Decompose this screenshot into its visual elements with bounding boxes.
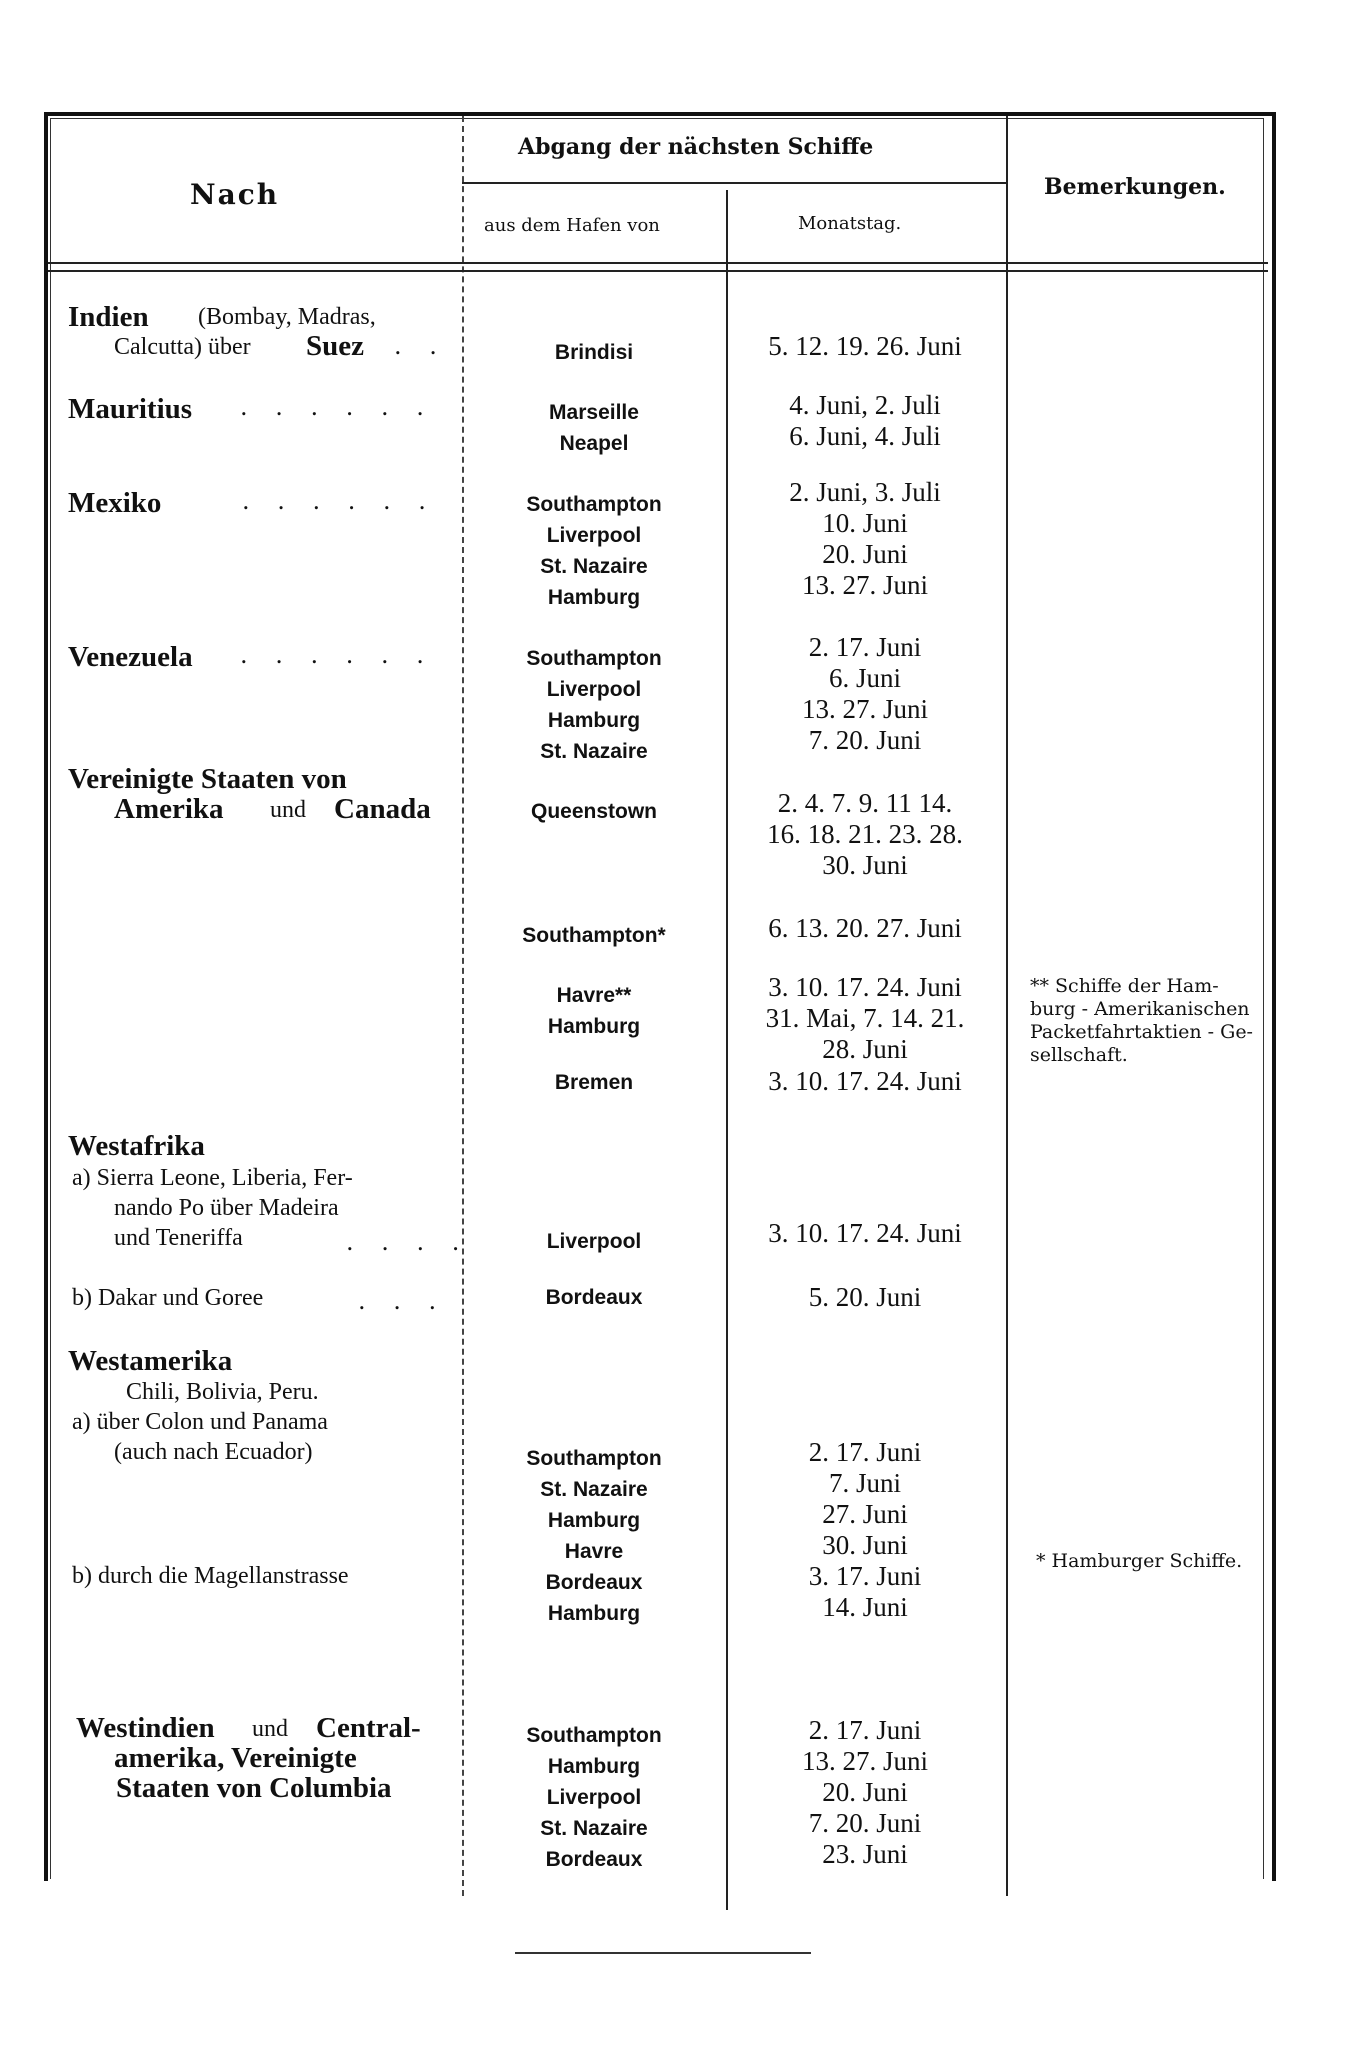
date-westafrika-a: 3. 10. 17. 24. Juni	[768, 1218, 962, 1248]
date-westafrika-b: 5. 20. Juni	[808, 1282, 922, 1312]
port-group-usa-bremen	[464, 1067, 724, 1098]
dest-westafrika-a2: nando Po über Madeira	[114, 1195, 339, 1221]
date-westindien-0: 2. 17. Juni	[808, 1715, 922, 1745]
port-st-nazaire: St. Nazaire	[540, 740, 648, 763]
port-liverpool: Liverpool	[546, 524, 642, 547]
date-westamerika-2: 27. Juni	[822, 1499, 908, 1529]
column-divider-2	[726, 190, 728, 1910]
date-usa-q-0: 2. 4. 7. 9. 11 14.	[777, 788, 953, 818]
port-southampton: Southampton	[526, 1447, 662, 1470]
date-group-westindien	[730, 1715, 1000, 1870]
date-westindien-2: 20. Juni	[822, 1777, 908, 1807]
dest-westindien-line2: amerika, Vereinigte	[114, 1742, 357, 1774]
dest-westindien-central: Central-	[316, 1712, 421, 1744]
port-group-indien	[464, 337, 724, 368]
remark-usa-0: ** Schiffe der Ham-	[1030, 975, 1219, 997]
port-bordeaux: Bordeaux	[545, 1286, 643, 1309]
port-liverpool: Liverpool	[546, 678, 642, 701]
port-liverpool: Liverpool	[546, 1230, 642, 1253]
date-usa-q-2: 30. Juni	[822, 850, 908, 880]
date-usa-q-1: 16. 18. 21. 23. 28.	[767, 819, 963, 849]
date-westamerika-5: 14. Juni	[822, 1592, 908, 1622]
dest-indien-detail2: Calcutta) über	[114, 334, 251, 360]
dest-westamerika-a2: (auch nach Ecuador)	[114, 1439, 313, 1465]
date-usa-h-1: 31. Mai, 7. 14. 21.	[765, 1003, 965, 1033]
port-hamburg: Hamburg	[547, 1755, 641, 1778]
header-bottom-rule-1	[48, 262, 1268, 264]
dest-westafrika-a1: a) Sierra Leone, Liberia, Fer-	[72, 1165, 353, 1191]
dest-westamerika-b: b) durch die Magellanstrasse	[72, 1563, 349, 1589]
footer-rule	[515, 1952, 811, 1954]
header-port: aus dem Hafen von	[484, 215, 660, 236]
dest-westindien-line3: Staaten von Columbia	[116, 1772, 392, 1804]
date-group-usa-southampton	[730, 913, 1000, 944]
dest-indien: Indien	[68, 301, 149, 333]
dest-indien-detail3: Suez	[306, 330, 364, 362]
header-date: Monatstag.	[798, 213, 902, 234]
dest-westafrika-b-dots: . . .	[358, 1287, 447, 1315]
date-westamerika-1: 7. Juni	[828, 1468, 901, 1498]
date-group-indien	[730, 331, 1000, 362]
dest-westafrika: Westafrika	[68, 1130, 205, 1162]
date-group-usa-havre	[730, 972, 1000, 1065]
date-group-mexiko	[730, 477, 1000, 601]
dest-usa-amerika: Amerika	[114, 793, 224, 825]
port-group-westafrika-b	[464, 1282, 724, 1313]
port-st-nazaire: St. Nazaire	[540, 555, 648, 578]
date-venezuela-2: 13. 27. Juni	[801, 694, 928, 724]
dest-usa-line1: Vereinigte Staaten von	[68, 763, 347, 795]
port-hamburg: Hamburg	[547, 1015, 641, 1038]
date-mexiko-1: 10. Juni	[822, 508, 908, 538]
port-southampton: Southampton	[526, 493, 662, 516]
date-westamerika-0: 2. 17. Juni	[808, 1437, 922, 1467]
port-group-usa-havre	[464, 980, 724, 1042]
dest-westamerika-a1: a) über Colon und Panama	[72, 1409, 328, 1435]
port-group-mauritius	[464, 397, 724, 459]
port-hamburg: Hamburg	[547, 1509, 641, 1532]
dest-venezuela-dots: . . . . . .	[240, 641, 434, 669]
dest-westamerika-sub: Chili, Bolivia, Peru.	[126, 1379, 319, 1405]
dest-indien-dots: . .	[394, 332, 447, 360]
date-mexiko-2: 20. Juni	[822, 539, 908, 569]
date-usa-h-0: 3. 10. 17. 24. Juni	[768, 972, 962, 1002]
header-remarks: Bemerkungen.	[1044, 174, 1226, 200]
date-mauritius-0: 4. Juni, 2. Juli	[789, 390, 941, 420]
remark-usa	[1030, 975, 1253, 1067]
date-westindien-1: 13. 27. Juni	[801, 1746, 928, 1776]
port-bordeaux: Bordeaux	[545, 1571, 643, 1594]
dest-mauritius: Mauritius	[68, 393, 193, 425]
port-group-usa-queenstown	[464, 796, 724, 827]
port-hamburg: Hamburg	[547, 709, 641, 732]
port-bremen: Bremen	[554, 1071, 634, 1094]
port-st-nazaire: St. Nazaire	[540, 1478, 648, 1501]
port-group-westafrika-a	[464, 1226, 724, 1257]
remark-usa-3: sellschaft.	[1030, 1044, 1128, 1066]
dest-westindien-und: und	[252, 1716, 288, 1742]
dest-mauritius-dots: . . . . . .	[240, 393, 434, 421]
date-indien-0: 5. 12. 19. 26. Juni	[768, 331, 962, 361]
port-southampton-star: Southampton*	[522, 924, 666, 947]
port-hamburg: Hamburg	[547, 586, 641, 609]
column-divider-3	[1006, 116, 1008, 1896]
dest-indien-detail1: (Bombay, Madras,	[198, 304, 376, 330]
date-group-usa-queenstown	[730, 788, 1000, 881]
port-southampton: Southampton	[526, 1724, 662, 1747]
date-venezuela-0: 2. 17. Juni	[808, 632, 922, 662]
date-westindien-4: 23. Juni	[822, 1839, 908, 1869]
dest-westafrika-a-dots: . . . .	[346, 1228, 470, 1256]
date-westamerika-3: 30. Juni	[822, 1530, 908, 1560]
date-mauritius-1: 6. Juni, 4. Juli	[789, 421, 941, 451]
date-group-mauritius	[730, 390, 1000, 452]
port-queenstown: Queenstown	[530, 800, 657, 823]
date-venezuela-1: 6. Juni	[828, 663, 901, 693]
date-usa-southampton: 6. 13. 20. 27. Juni	[768, 913, 962, 943]
port-st-nazaire: St. Nazaire	[540, 1817, 648, 1840]
dest-westindien: Westindien	[76, 1712, 215, 1744]
date-venezuela-3: 7. 20. Juni	[808, 725, 922, 755]
port-group-mexiko	[464, 489, 724, 613]
port-group-usa-southampton	[464, 920, 724, 951]
header-nach: Nach	[190, 178, 280, 211]
date-group-venezuela	[730, 632, 1000, 756]
remark-usa-2: Packetfahrtaktien - Ge-	[1030, 1021, 1253, 1043]
dest-usa-und: und	[270, 797, 306, 823]
port-southampton: Southampton	[526, 647, 662, 670]
date-westindien-3: 7. 20. Juni	[808, 1808, 922, 1838]
date-usa-h-2: 28. Juni	[822, 1034, 908, 1064]
date-westamerika-4: 3. 17. Juni	[808, 1561, 922, 1591]
dest-westamerika: Westamerika	[68, 1345, 233, 1377]
header-departure: Abgang der nächsten Schiffe	[518, 134, 874, 160]
date-group-westafrika-a	[730, 1218, 1000, 1249]
dest-mexiko: Mexiko	[68, 487, 162, 519]
dest-westafrika-a3: und Teneriffa	[114, 1225, 243, 1251]
port-brindisi: Brindisi	[554, 341, 634, 364]
dest-westafrika-b: b) Dakar und Goree	[72, 1285, 264, 1311]
port-marseille: Marseille	[549, 401, 639, 424]
port-havre: Havre	[564, 1540, 624, 1563]
port-havre-star: Havre**	[556, 984, 632, 1007]
dest-mexiko-dots: . . . . . .	[242, 487, 436, 515]
port-liverpool: Liverpool	[546, 1786, 642, 1809]
port-hamburg: Hamburg	[547, 1602, 641, 1625]
date-group-westamerika	[730, 1437, 1000, 1623]
dest-venezuela: Venezuela	[68, 641, 193, 673]
port-neapel: Neapel	[559, 432, 629, 455]
header-bottom-rule-2	[48, 270, 1268, 272]
port-group-westamerika	[464, 1443, 724, 1629]
port-bordeaux: Bordeaux	[545, 1848, 643, 1871]
remark-usa-1: burg - Amerikanischen	[1030, 998, 1250, 1020]
date-usa-bremen: 3. 10. 17. 24. Juni	[768, 1066, 962, 1096]
date-group-usa-bremen	[730, 1066, 1000, 1097]
dest-usa-canada: Canada	[334, 793, 431, 825]
date-mexiko-0: 2. Juni, 3. Juli	[789, 477, 941, 507]
port-group-westindien	[464, 1720, 724, 1875]
header-subrule	[462, 182, 1006, 184]
port-group-venezuela	[464, 643, 724, 767]
date-group-westafrika-b	[730, 1282, 1000, 1313]
remark-westamerika: * Hamburger Schiffe.	[1036, 1550, 1243, 1572]
date-mexiko-3: 13. 27. Juni	[801, 570, 928, 600]
